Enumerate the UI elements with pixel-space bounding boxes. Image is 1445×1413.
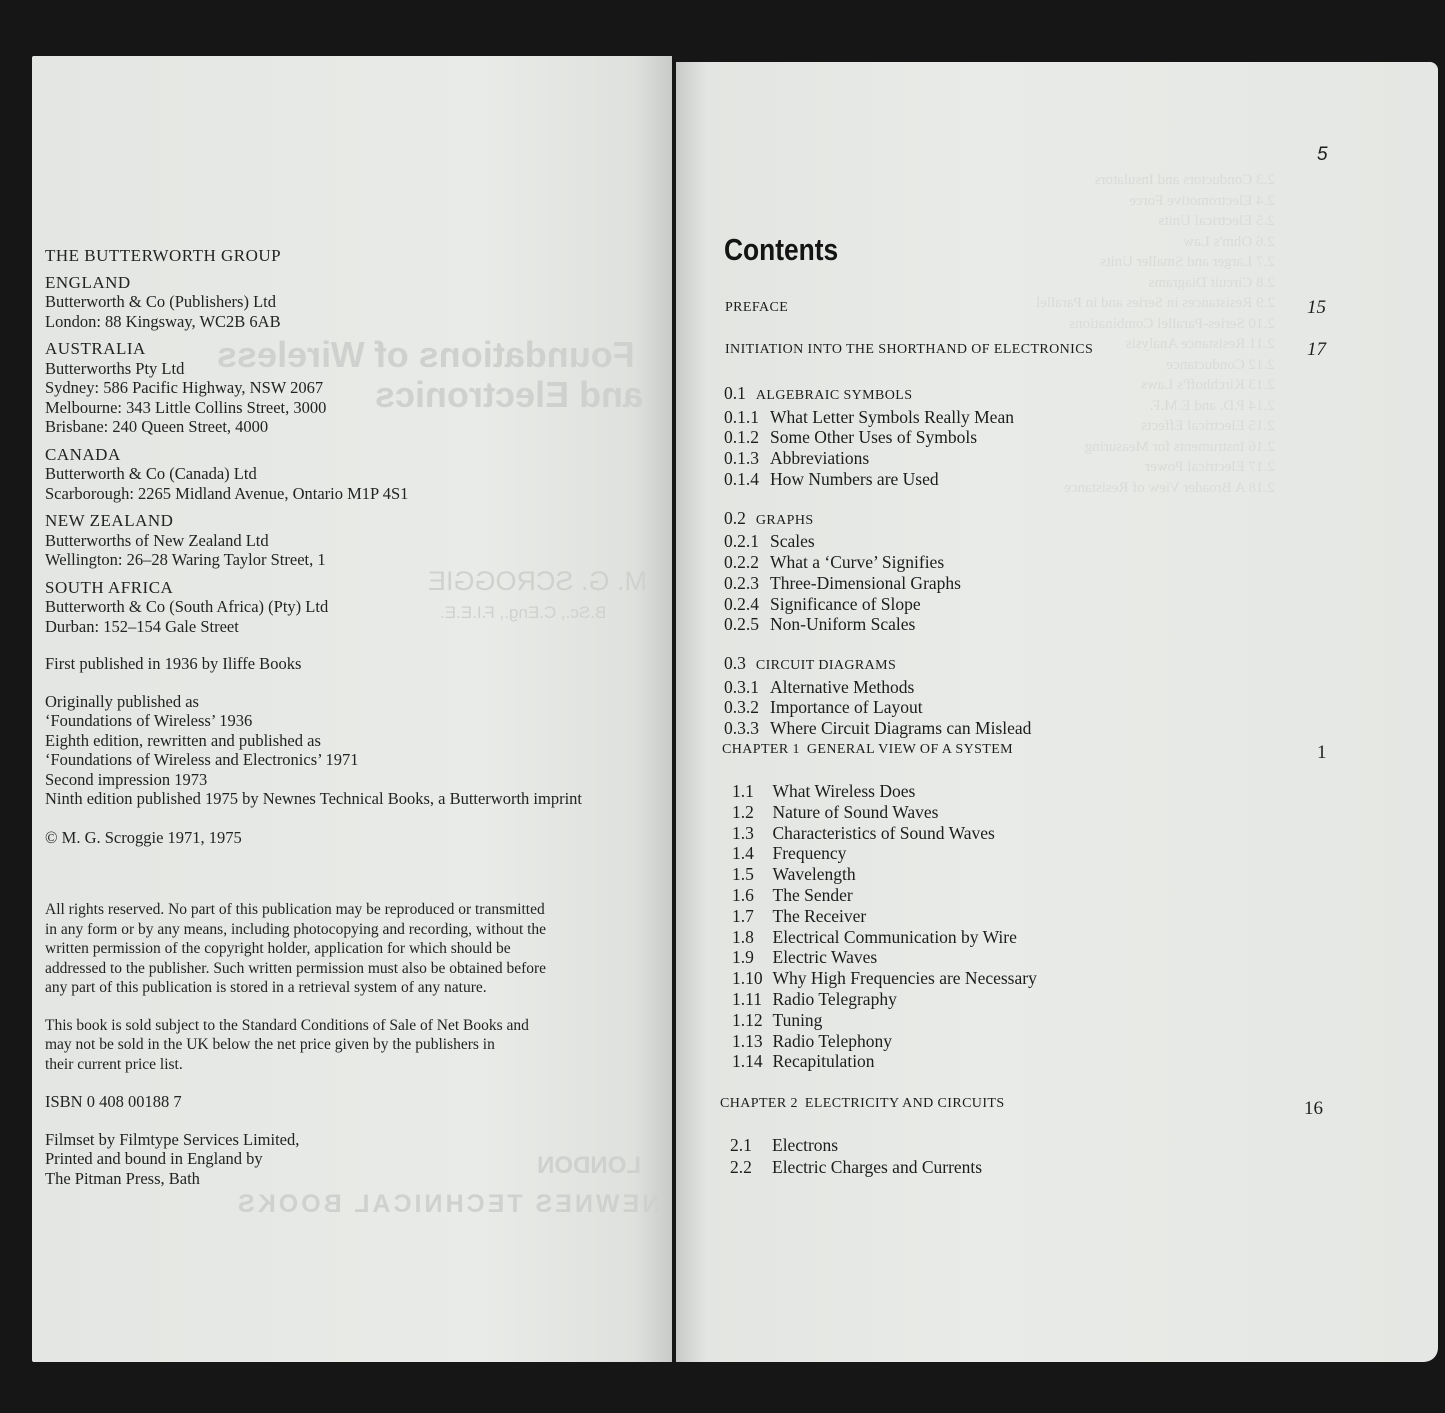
toc-item-number: 1.9 — [732, 947, 754, 968]
toc-initiation-page: 17 — [1307, 339, 1326, 360]
toc-chapter1-heading — [722, 742, 1013, 758]
toc-item-title: Significance of Slope — [770, 593, 921, 614]
toc-item-number: 0.3.2 — [724, 697, 759, 718]
toc-group — [724, 508, 1031, 635]
toc-chapter2-heading — [720, 1096, 1005, 1112]
office-block — [45, 273, 582, 332]
office-line: Butterworths of New Zealand Ltd — [45, 530, 269, 550]
toc-item-number: 2.1 — [730, 1135, 752, 1155]
toc-item — [724, 614, 1031, 635]
toc-item-title: Nature of Sound Waves — [772, 801, 939, 822]
toc-item-title: Scales — [770, 531, 815, 552]
conditions-line: their current price list. — [45, 1055, 183, 1073]
toc-item-number: 0.2.3 — [724, 572, 759, 593]
toc-chapter1-items — [732, 781, 1037, 1072]
toc-item-title: The Receiver — [772, 905, 867, 926]
office-line: Durban: 152–154 Gale Street — [45, 616, 239, 636]
toc-item — [732, 781, 1037, 802]
toc-item — [724, 448, 1031, 469]
office-line: Brisbane: 240 Queen Street, 4000 — [45, 417, 269, 436]
toc-item — [724, 469, 1031, 490]
toc-item-number: 1.3 — [732, 822, 754, 843]
toc-item — [730, 1156, 982, 1178]
toc-preface-page: 15 — [1307, 297, 1326, 318]
toc-item-number: 1.6 — [732, 884, 754, 905]
toc-group-number: 0.3 — [724, 653, 746, 674]
toc-item-title: Frequency — [772, 843, 847, 864]
rights-line: in any form or by any means, including photocopying and recording, without the — [45, 920, 547, 938]
toc-item — [724, 718, 1031, 739]
office-line: Melbourne: 343 Little Collins Street, 3000 — [45, 397, 327, 417]
toc-item-title: Electrical Communication by Wire — [772, 926, 1017, 947]
toc-item — [732, 843, 1037, 864]
toc-item — [732, 1010, 1037, 1031]
toc-item-number: 1.2 — [732, 801, 754, 822]
toc-chapter2-page: 16 — [1304, 1098, 1323, 1119]
show-through-title-line1: Foundations of Wireless — [217, 334, 635, 375]
toc-group-number: 0.1 — [724, 383, 746, 403]
printer-line: The Pitman Press, Bath — [45, 1168, 200, 1188]
toc-item — [724, 531, 1031, 552]
page-number: 5 — [1317, 144, 1328, 165]
toc-group-heading — [724, 653, 1031, 677]
toc-item — [724, 677, 1031, 698]
toc-item-number: 0.2.5 — [724, 614, 759, 635]
toc-item-title: Three-Dimensional Graphs — [770, 572, 961, 593]
sale-conditions — [45, 1016, 582, 1075]
toc-item-number: 0.3.1 — [724, 676, 759, 697]
imprint-block — [45, 246, 582, 1188]
toc-item — [732, 864, 1037, 885]
toc-initiation: INITIATION INTO THE SHORTHAND OF ELECTRONICS — [725, 342, 1094, 357]
right-page — [676, 62, 1438, 1362]
toc-item — [732, 885, 1037, 906]
toc-item-title: What Letter Symbols Really Mean — [770, 406, 1014, 427]
toc-group-number: 0.2 — [724, 507, 746, 528]
toc-item-title: Some Other Uses of Symbols — [770, 427, 978, 448]
toc-group — [724, 653, 1031, 739]
office-line: London: 88 Kingsway, WC2B 6AB — [45, 311, 281, 331]
toc-item-title: Radio Telegraphy — [772, 988, 897, 1009]
toc-item-number: 1.8 — [732, 926, 754, 947]
toc-item-title: Radio Telephony — [772, 1030, 892, 1051]
contents-title: Contents — [724, 232, 839, 267]
toc-item — [724, 594, 1031, 615]
office-block — [45, 578, 582, 637]
toc-item — [724, 697, 1031, 718]
left-page — [32, 56, 672, 1362]
toc-item — [724, 407, 1031, 428]
toc-group-title: ALGEBRAIC SYMBOLS — [755, 388, 913, 403]
toc-item-title: Electric Waves — [772, 947, 878, 968]
history-line: ‘Foundations of Wireless’ 1936 — [45, 711, 253, 730]
toc-item-title: Non-Uniform Scales — [770, 614, 916, 635]
first-published: First published in 1936 by Iliffe Books — [45, 654, 302, 673]
toc-item-number: 0.1.4 — [724, 468, 759, 489]
office-country: ENGLAND — [45, 272, 131, 292]
toc-item-number: 1.5 — [732, 864, 754, 885]
toc-group-heading — [724, 508, 1031, 532]
toc-item-number: 2.2 — [730, 1157, 752, 1177]
toc-item-title: Abbreviations — [770, 448, 870, 469]
show-through-contents: 2.3 Conductors and Insulators 2.4 Electromotive Force 2.5 Electrical Units 2.6 Ohm's Law 2.7 Larger and Smaller Units 2.8 Circuit Diagrams 2.9 Resistances in Series and in Parallel 2.10 Series-Parallel Combinations 2.11 Resistance Analysis 2.12 Conductance 2.13 Kirchhoff's Laws 2.14 P.D. and E.M.F. 2.15 Electrical Effects 2.16 Instruments for Measuring 2.17 Electrical Power 2.18 A Broader View of Resistance — [1036, 172, 1275, 496]
toc-item — [730, 1134, 982, 1156]
toc-item — [724, 552, 1031, 573]
office-country: AUSTRALIA — [45, 339, 146, 358]
toc-item-number: 0.2.1 — [724, 531, 759, 552]
show-through-title-line2: and Electronics — [375, 374, 644, 415]
toc-item-title: Characteristics of Sound Waves — [772, 822, 995, 843]
rights-line: addressed to the publisher. Such written permission must also be obtained before — [45, 959, 547, 977]
history-line: Ninth edition published 1975 by Newnes Technical Books, a Butterworth imprint — [45, 789, 583, 808]
rights-line: written permission of the copyright holder, application for which should be — [45, 940, 511, 957]
toc-item-title: How Numbers are Used — [770, 468, 939, 489]
show-through-degrees: B.Sc., C.Eng., F.I.E.E. — [440, 603, 607, 622]
toc-group-title: CIRCUIT DIAGRAMS — [755, 658, 897, 674]
office-country: CANADA — [45, 444, 121, 464]
office-block — [45, 445, 582, 504]
office-block — [45, 339, 582, 437]
toc-item-title: Importance of Layout — [770, 697, 923, 718]
toc-item-title: What a ‘Curve’ Signifies — [770, 551, 945, 572]
office-line: Butterworth & Co (Canada) Ltd — [45, 464, 257, 483]
toc-item — [732, 989, 1037, 1010]
toc-item — [732, 1031, 1037, 1052]
show-through-city: LONDON — [537, 1152, 641, 1179]
office-country: NEW ZEALAND — [45, 511, 174, 530]
rights-notice — [45, 900, 582, 998]
toc-chapter2-title: ELECTRICITY AND CIRCUITS — [804, 1096, 1005, 1111]
toc-item-number: 0.2.2 — [724, 551, 759, 572]
toc-item-number: 1.14 — [732, 1051, 763, 1072]
office-line: Scarborough: 2265 Midland Avenue, Ontario M1P 4S1 — [45, 483, 409, 503]
publication-history — [45, 692, 582, 809]
toc-item — [732, 927, 1037, 948]
toc-item-number: 1.12 — [732, 1009, 763, 1030]
toc-chapter2-label: CHAPTER 2 — [720, 1096, 798, 1111]
toc-group-title: GRAPHS — [755, 512, 814, 528]
office-country: SOUTH AFRICA — [45, 577, 174, 597]
toc-item-title: The Sender — [772, 884, 853, 905]
toc-chapter1-label: CHAPTER 1 — [722, 742, 800, 757]
office-line: Butterworths Pty Ltd — [45, 358, 185, 378]
toc-item-number: 1.7 — [732, 905, 754, 926]
toc-item — [732, 906, 1037, 927]
history-line: Second impression 1973 — [45, 769, 208, 789]
rights-line: All rights reserved. No part of this publication may be reproduced or transmitted — [45, 901, 545, 918]
printer-line: Filmset by Filmtype Services Limited, — [45, 1129, 300, 1149]
toc-item — [732, 968, 1037, 989]
show-through-author: M. G. SCROGGIE — [428, 566, 648, 596]
toc-item-title: Electrons — [772, 1135, 839, 1155]
toc-item — [724, 427, 1031, 448]
toc-item-number: 0.1.1 — [724, 406, 759, 427]
printer-line: Printed and bound in England by — [45, 1149, 263, 1168]
history-line: Originally published as — [45, 691, 199, 711]
history-line: Eighth edition, rewritten and published as — [45, 730, 321, 750]
toc-item-title: Where Circuit Diagrams can Mislead — [770, 718, 1032, 739]
toc-item — [732, 947, 1037, 968]
toc-item-number: 0.1.3 — [724, 448, 759, 469]
toc-item — [732, 802, 1037, 823]
toc-item-number: 0.1.2 — [724, 427, 759, 448]
rights-line: any part of this publication is stored in a retrieval system of any nature. — [45, 979, 487, 996]
toc-group-heading — [724, 383, 1031, 407]
show-through-publisher: NEWNES TECHNICAL BOOKS — [235, 1190, 661, 1218]
toc-item-title: Why High Frequencies are Necessary — [772, 968, 1037, 989]
toc-item-number: 0.3.3 — [724, 718, 759, 739]
printer-credits — [45, 1130, 582, 1189]
copyright-notice: © M. G. Scroggie 1971, 1975 — [45, 827, 242, 847]
office-line: Wellington: 26–28 Waring Taylor Street, 1 — [45, 550, 326, 569]
toc-chapter2-items — [730, 1134, 982, 1178]
toc-group — [724, 383, 1031, 490]
toc-item-number: 1.4 — [732, 843, 754, 864]
toc-item-title: Recapitulation — [772, 1051, 875, 1072]
toc-item-title: What Wireless Does — [772, 781, 916, 801]
toc-item-number: 0.2.4 — [724, 593, 759, 614]
toc-item — [732, 823, 1037, 844]
imprint-heading: THE BUTTERWORTH GROUP — [45, 246, 282, 265]
toc-item-title: Wavelength — [772, 864, 856, 885]
conditions-line: This book is sold subject to the Standard Conditions of Sale of Net Books and — [45, 1016, 529, 1034]
toc-item — [724, 573, 1031, 594]
conditions-line: may not be sold in the UK below the net price given by the publishers in — [45, 1036, 495, 1053]
toc-item-number: 1.1 — [732, 781, 754, 801]
toc-preface: PREFACE — [725, 300, 789, 315]
isbn: ISBN 0 408 00188 7 — [45, 1092, 182, 1111]
toc-item-title: Tuning — [772, 1009, 823, 1030]
office-line: Sydney: 586 Pacific Highway, NSW 2067 — [45, 378, 324, 397]
toc-groups — [724, 383, 1031, 757]
toc-item-number: 1.13 — [732, 1030, 763, 1051]
office-line: Butterworth & Co (Publishers) Ltd — [45, 292, 276, 311]
toc-item-title: Electric Charges and Currents — [772, 1157, 983, 1177]
office-block — [45, 511, 582, 570]
toc-item-title: Alternative Methods — [770, 676, 915, 697]
toc-chapter1-page: 1 — [1317, 742, 1327, 763]
toc-item-number: 1.10 — [732, 968, 763, 989]
office-list — [45, 273, 582, 637]
office-line: Butterworth & Co (South Africa) (Pty) Ltd — [45, 597, 329, 616]
history-line: ‘Foundations of Wireless and Electronics’ 1971 — [45, 750, 359, 769]
toc-item — [732, 1051, 1037, 1072]
toc-item-number: 1.11 — [732, 988, 762, 1009]
toc-chapter1-title: GENERAL VIEW OF A SYSTEM — [806, 742, 1014, 757]
